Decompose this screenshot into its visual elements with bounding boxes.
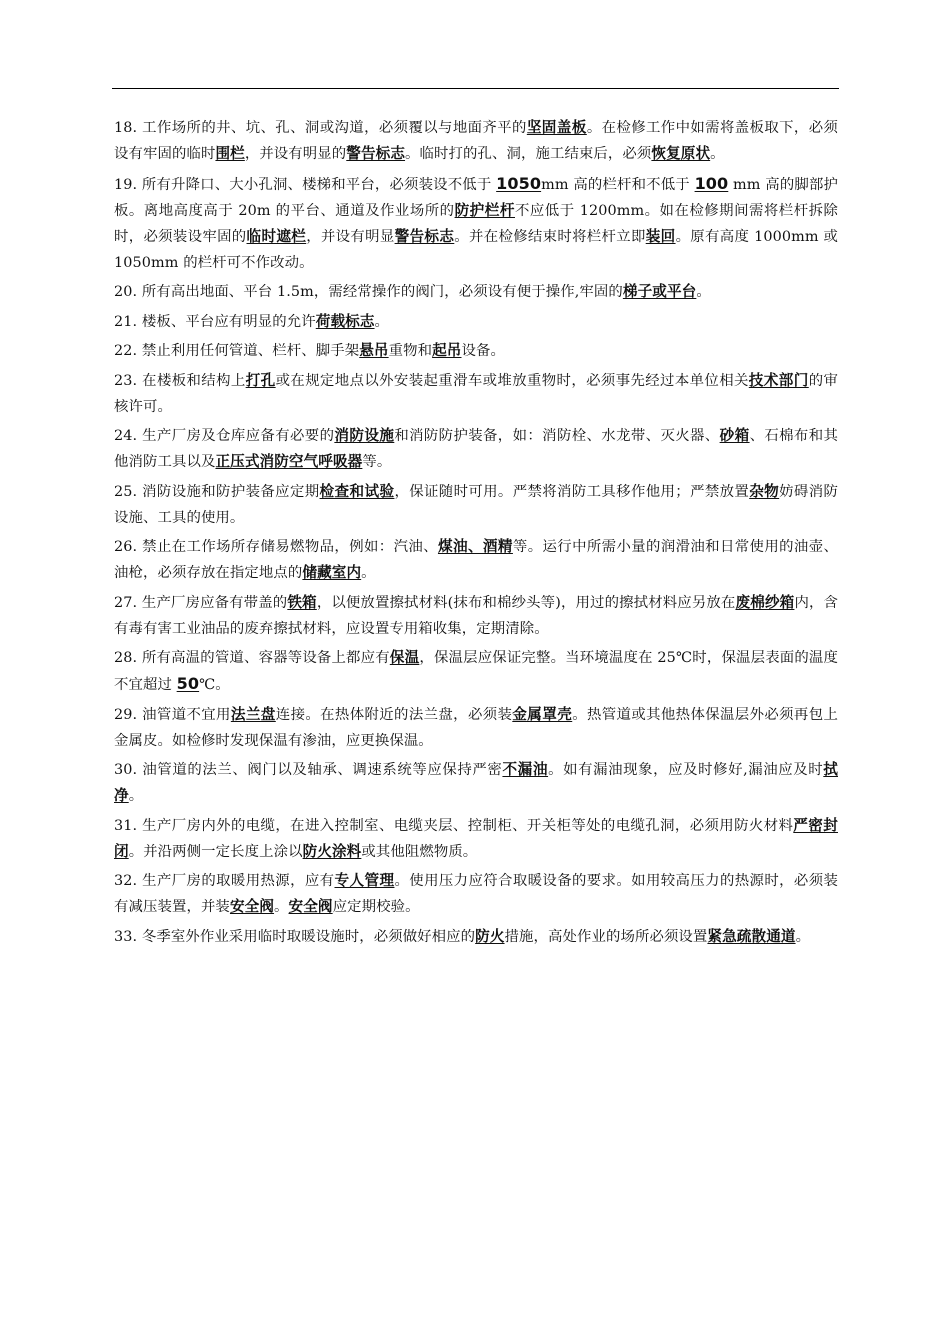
item-text: 。并在检修结束时将栏杆立即 — [454, 228, 646, 245]
item-text: 或在规定地点以外安装起重滑车或堆放重物时，必须事先经过本单位相关 — [275, 372, 749, 389]
regulation-item — [114, 813, 838, 865]
regulation-item — [114, 924, 838, 950]
item-text: ，保证随时可用。严禁将消防工具移作他用；严禁放置 — [394, 483, 750, 500]
keyword-answer: 铁箱 — [287, 593, 317, 611]
item-text: ，保温层应保证完整。当环境温度在 25℃时，保温层表面的温度不宜超过 — [114, 650, 838, 693]
item-text: 妨碍消防设施、工具的使用。 — [114, 483, 838, 526]
keyword-answer: 临时遮栏 — [246, 227, 307, 245]
item-text: 和消防防护装备，如：消防栓、水龙带、灭火器、 — [394, 428, 720, 444]
keyword-answer: 警告标志 — [346, 145, 406, 162]
item-text: 重物和 — [388, 343, 433, 359]
item-text: 。使用压力应符合取暖设备的要求。如用较高压力的热源时，必须装有减压装置，并装 — [114, 873, 838, 915]
keyword-answer: 不漏油 — [502, 761, 549, 778]
keyword-answer: 安全阀 — [288, 898, 333, 915]
keyword-answer: 杂物 — [749, 482, 780, 500]
keyword-answer: 废棉纱箱 — [735, 593, 795, 611]
regulation-item — [114, 757, 838, 809]
keyword-answer: 警告标志 — [394, 227, 455, 245]
regulation-list — [114, 115, 838, 953]
item-text: 27. 生产厂房应备有带盖的 — [114, 594, 288, 611]
item-text: 。 — [696, 284, 711, 300]
keyword-answer: 恢复原状 — [651, 145, 711, 162]
item-text: 28. 所有高温的管道、容器等设备上都应有 — [114, 650, 390, 666]
item-text: 26. 禁止在工作场所存储易燃物品，例如：汽油、 — [114, 539, 438, 555]
item-text: 等。 — [362, 454, 392, 470]
keyword-answer: 砂箱 — [719, 427, 750, 444]
item-text: 、石棉布和其他消防工具以及 — [114, 428, 838, 470]
regulation-item — [114, 645, 838, 698]
item-text: 不应低于 1200mm。如在检修期间需将栏杆拆除时，必须装设牢固的 — [114, 202, 839, 245]
item-text: 23. 在楼板和结构上 — [114, 372, 246, 389]
keyword-answer: 储藏室内 — [302, 564, 362, 581]
regulation-item — [114, 423, 838, 475]
keyword-answer: 正压式消防空气呼吸器 — [215, 453, 363, 470]
item-text: 等。运行中所需小量的润滑油和日常使用的油壶、油枪，必须存放在指定地点的 — [114, 539, 838, 581]
item-text: 21. 楼板、平台应有明显的允许 — [114, 313, 316, 330]
item-text: ℃。 — [199, 677, 230, 693]
item-text: 18. 工作场所的井、坑、孔、洞或沟道，必须覆以与地面齐平的 — [114, 120, 527, 136]
item-text: 。 — [795, 928, 811, 945]
item-text: 。在检修工作中如需将盖板取下，必须设有牢固的临时 — [114, 120, 839, 162]
item-text: 。 — [374, 313, 390, 330]
item-text: 。原有高度 1000mm 或 1050mm 的栏杆可不作改动。 — [114, 228, 838, 271]
item-text: 20. 所有高出地面、平台 1.5m，需经常操作的阀门，必须设有便于操作,牢固的 — [114, 284, 623, 300]
keyword-answer: 50 — [176, 674, 200, 693]
regulation-item — [114, 868, 838, 920]
regulation-item — [114, 171, 838, 276]
item-text: 的审核许可。 — [114, 372, 839, 415]
item-text: 。并沿两侧一定长度上涂以 — [128, 843, 303, 860]
item-text: mm 高的脚部护板。离地高度高于 20m 的平台、通道及作业场所的 — [114, 176, 838, 219]
keyword-answer: 金属罩壳 — [512, 705, 573, 723]
item-text: 24. 生产厂房及仓库应备有必要的 — [114, 428, 335, 444]
keyword-answer: 装回 — [645, 227, 676, 245]
item-text: 25. 消防设施和防护装备应定期 — [114, 483, 320, 500]
item-text: 33. 冬季室外作业采用临时取暖设施时，必须做好相应的 — [114, 928, 476, 945]
item-text: mm 高的栏杆和不低于 — [541, 176, 695, 193]
item-text: 设备。 — [461, 343, 505, 359]
regulation-item — [114, 115, 838, 167]
regulation-item — [114, 590, 838, 642]
keyword-answer: 荷载标志 — [315, 312, 375, 330]
regulation-item — [114, 338, 838, 364]
regulation-item — [114, 479, 838, 531]
keyword-answer: 起吊 — [432, 342, 462, 359]
item-text: 。临时打的孔、洞，施工结束后，必须 — [405, 146, 652, 162]
keyword-answer: 坚固盖板 — [526, 119, 587, 136]
keyword-answer: 消防设施 — [334, 427, 395, 444]
keyword-answer: 紧急疏散通道 — [707, 927, 796, 945]
item-text: 措施，高处作业的场所必须设置 — [504, 928, 708, 945]
regulation-item — [114, 534, 838, 586]
keyword-answer: 检查和试验 — [319, 482, 395, 500]
item-text: 19. 所有升降口、大小孔洞、楼梯和平台，必须装设不低于 — [114, 176, 497, 193]
item-text: 32. 生产厂房的取暖用热源，应有 — [114, 873, 335, 889]
keyword-answer: 梯子或平台 — [622, 283, 697, 300]
keyword-answer: 专人管理 — [334, 872, 395, 889]
keyword-answer: 技术部门 — [748, 371, 809, 389]
keyword-answer: 煤油、酒精 — [437, 538, 513, 555]
item-text: 。 — [710, 146, 725, 162]
keyword-answer: 安全阀 — [229, 898, 275, 915]
keyword-answer: 防护栏杆 — [454, 201, 515, 219]
item-text: 。 — [274, 899, 289, 915]
keyword-answer: 100 — [694, 173, 729, 193]
item-text: 。热管道或其他热体保温层外必须再包上金属皮。如检修时发现保温有渗油，应更换保温。 — [114, 706, 838, 749]
item-text: 或其他阻燃物质。 — [361, 843, 478, 860]
regulation-item — [114, 309, 838, 335]
keyword-answer: 1050 — [496, 173, 542, 193]
keyword-answer: 法兰盘 — [230, 705, 276, 723]
keyword-answer: 打孔 — [245, 371, 276, 389]
item-text: 22. 禁止利用任何管道、栏杆、脚手架 — [114, 343, 360, 359]
item-text: 。 — [361, 565, 376, 581]
keyword-answer: 悬吊 — [359, 342, 389, 359]
item-text: 内，含有毒有害工业油品的废弃擦拭材料，应设置专用箱收集，定期清除。 — [114, 594, 839, 637]
regulation-item — [114, 368, 838, 420]
item-text: 29. 油管道不宜用 — [114, 706, 231, 723]
item-text: 。 — [128, 788, 144, 804]
item-text: ，并设有明显 — [306, 228, 395, 245]
item-text: 30. 油管道的法兰、阀门以及轴承、调速系统等应保持严密 — [114, 762, 503, 778]
keyword-answer: 围栏 — [215, 145, 245, 162]
keyword-answer: 拭净 — [114, 761, 838, 804]
item-text: 31. 生产厂房内外的电缆，在进入控制室、电缆夹层、控制柜、开关柜等处的电缆孔洞，必须用防火材料 — [114, 817, 794, 834]
header-rule — [112, 88, 839, 89]
item-text: 连接。在热体附近的法兰盘，必须装 — [275, 706, 513, 723]
keyword-answer: 保温 — [389, 649, 420, 666]
keyword-answer: 防火 — [475, 927, 505, 945]
regulation-item — [114, 702, 838, 754]
keyword-answer: 防火涂料 — [302, 842, 362, 860]
item-text: ，以便放置擦拭材料(抹布和棉纱头等)，用过的擦拭材料应另放在 — [316, 594, 736, 611]
item-text: 应定期校验。 — [332, 899, 420, 915]
item-text: ，并设有明显的 — [244, 146, 347, 162]
item-text: 。如有漏油现象，应及时修好,漏油应及时 — [548, 762, 824, 778]
keyword-answer: 严密封闭 — [114, 816, 838, 860]
regulation-item — [114, 279, 838, 305]
